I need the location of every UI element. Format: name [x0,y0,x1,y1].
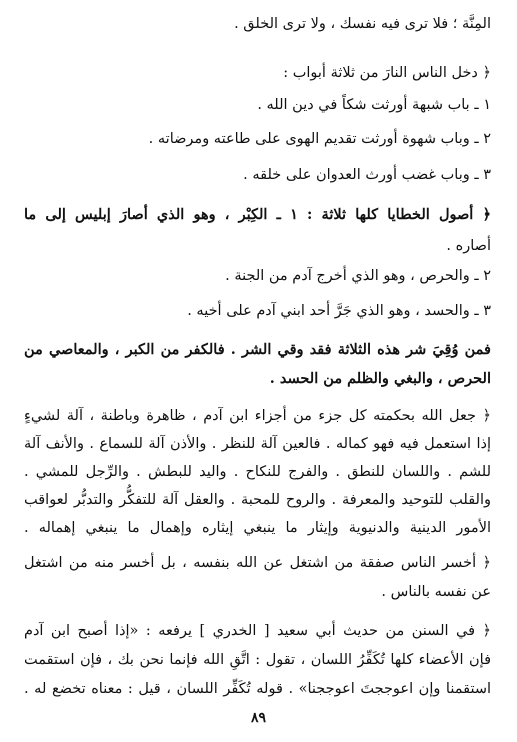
text-line: الحرص ، والبغي والظلم من الحسد . [269,370,491,387]
numbered-line: ٢ ـ وباب شهوة أورثت تقديم الهوى على طاعته ومرضاته . [148,131,491,147]
text-line: للشم . واللسان للنطق . والفرج للنكاح . واليد للبطش . والرِّجل للمشي . [24,464,491,480]
text-line: استقمنا وإن اعوججتَ اعوججنا» . قوله تُكَفِّر اللسان ، قيل : معناه تخضع له . [24,681,491,697]
numbered-line: ٣ ـ وباب غضب أورث العدوان على خلقه . [243,167,491,183]
bullet-line: ﴿ أخسر الناس صفقة من اشتغل عن الله بنفسه ، بل أخسر منه من اشتغل [24,555,491,571]
numbered-line: ٢ ـ والحرص ، وهو الذي أخرج آدم من الجنة . [225,268,491,284]
text-line: أصاره . [446,238,491,254]
text-line: عن نفسه بالناس . [381,584,491,600]
text-line: فمن وُقِيَ شر هذه الثلاثة فقد وقي الشر . فالكفر من الكبر ، والمعاصي من [24,341,491,358]
text-line: المِنَّة ؛ فلا ترى فيه نفسك ، ولا ترى الخلق . [234,16,491,32]
text-line: فإن الأعضاء كلها تُكَفِّرُ اللسان ، تقول : اتَّقِ الله فإنما نحن بك ، فإن استقمت [24,652,491,668]
page-number: ٨٩ [250,710,267,726]
numbered-line: ٣ ـ والحسد ، وهو الذي جَرَّ أحد ابني آدم على أخيه . [187,303,491,319]
bullet-line: ﴿ جعل الله بحكمته كل جزء من أجزاء ابن آدم ، ظاهرة وباطنة ، آلة لشيءٍ [24,408,491,424]
text-line: الأمور الدينية والدنيوية وإيثار ما ينبغي إيثاره وإهمال ما ينبغي إهماله . [24,520,491,536]
bullet-line: ﴿ دخل الناس النارَ من ثلاثة أبواب : [283,65,491,81]
text-line: إذا استعمل فيه فهو كماله . فالعين آلة للنظر . والأذن آلة للسماع . والأنف آلة [24,436,491,452]
bullet-line: ﴿ في السنن من حديث أبي سعيد [ الخدري ] يرفعه : «إذا أصبح ابن آدم [24,623,491,639]
bullet-line: ﴿ أصول الخطايا كلها ثلاثة : ١ ـ الكِبْر ، وهو الذي أصارَ إبليس إلى ما [24,206,491,223]
numbered-line: ١ ـ باب شبهة أورثت شكاً في دين الله . [257,97,491,113]
text-line: والقلب للتوحيد والمعرفة . والروح للمحبة . والعقل آلة للتفكُّر والتدبُّر لعواقب [24,492,491,508]
